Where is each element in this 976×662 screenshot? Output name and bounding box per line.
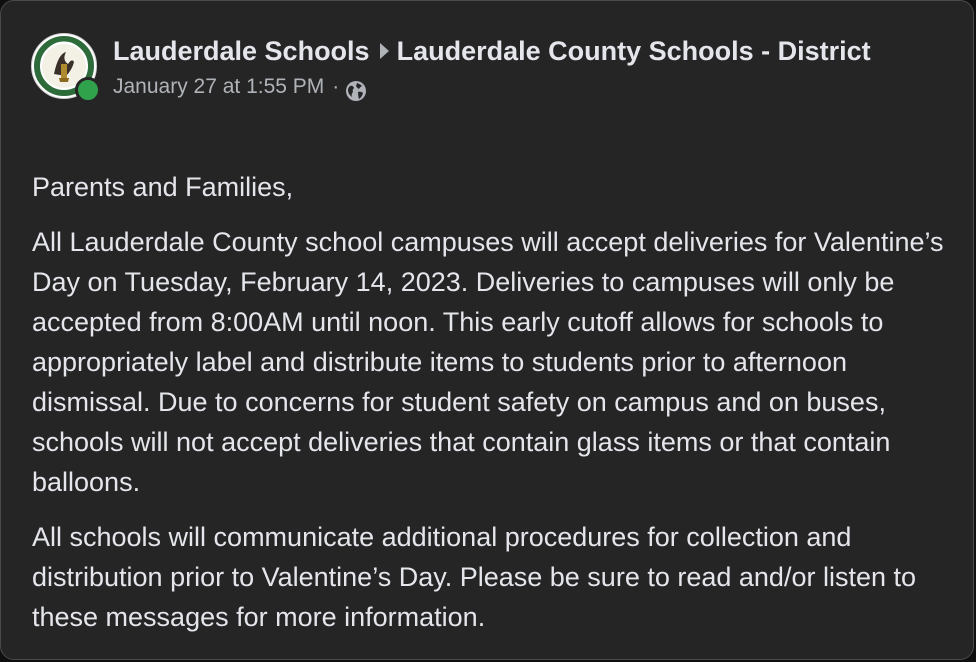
post-body: [32, 167, 947, 652]
post-title: [113, 31, 943, 71]
post-title-block: [113, 31, 943, 101]
post-meta: [113, 73, 943, 101]
author-link[interactable]: Lauderdale Schools: [113, 36, 370, 66]
post-timestamp[interactable]: January 27 at 1:55 PM: [113, 75, 325, 98]
online-status-indicator: [75, 77, 101, 103]
post-paragraph: All schools will communicate additional procedures for collection and distribution prior to Valentine’s Day. Please be sure to read and/or listen to these messages for more information.: [32, 522, 916, 632]
globe-icon[interactable]: [345, 80, 367, 102]
post-header: [31, 31, 943, 151]
triangle-right-icon: [380, 43, 389, 59]
post-paragraph: Parents and Families,: [32, 172, 294, 202]
meta-separator: ·: [332, 75, 340, 98]
group-link[interactable]: Lauderdale County Schools - District: [396, 36, 871, 66]
post-paragraph: All Lauderdale County school campuses will accept deliveries for Valentine’s Day on Tuesday, February 14, 2023. Deliveries to campuses will only be accepted from 8:00AM until noon. This early cutoff allows for schools to appropriately label and distribute items to students prior to afternoon dismissal. Due to concerns for student safety on campus and on buses, schools will not accept deliveries that contain glass items or that contain balloons.: [32, 227, 944, 497]
avatar[interactable]: [31, 33, 97, 99]
